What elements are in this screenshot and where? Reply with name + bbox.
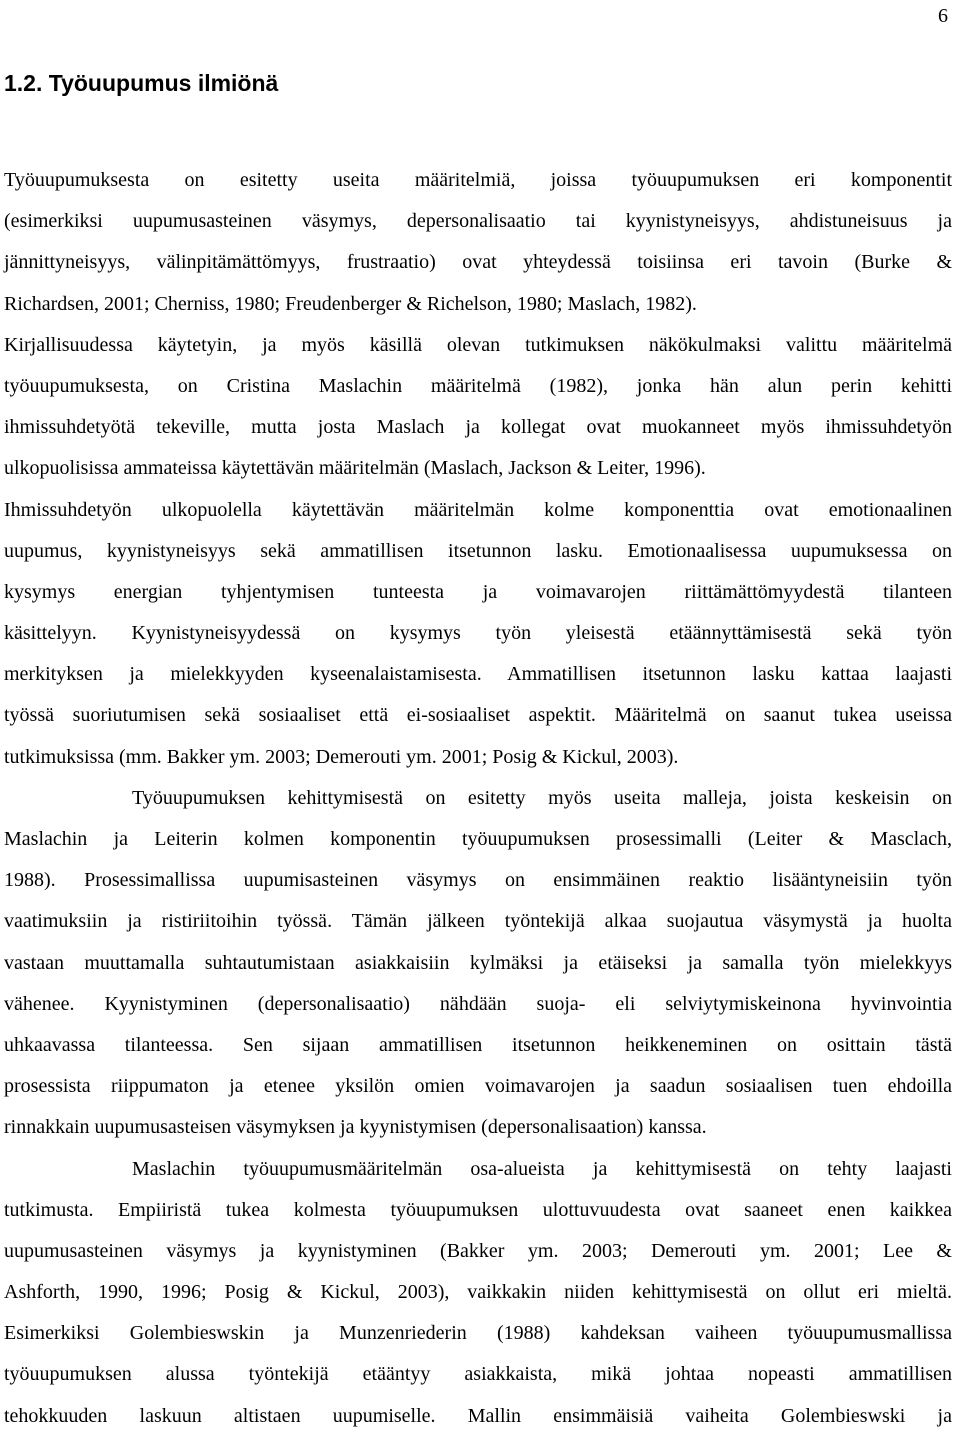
text-line: tehokkuuden laskuun altistaen uupumiselle. Mallin ensimmäisiä vaiheita Golembieswski ja [4, 1404, 952, 1427]
text-line: kysymys energian tyhjentymisen tunteesta ja voimavarojen riittämättömyydestä tilanteen [4, 580, 952, 603]
text-line: 1988). Prosessimallissa uupumisasteinen väsymys on ensimmäinen reaktio lisääntyneisiin työn [4, 869, 952, 892]
text-line: prosessista riippumaton ja etenee yksilön omien voimavarojen ja saadun sosiaalisen tuen ehdoilla [4, 1075, 952, 1098]
text-line: käsittelyyn. Kyynistyneisyydessä on kysymys työn yleisestä etäännyttämisestä sekä työn [4, 622, 952, 645]
text-line: vähenee. Kyynistyminen (depersonalisaatio) nähdään suoja- eli selviytymiskeinona hyvinvointia [4, 992, 952, 1015]
text-line: uupumus, kyynistyneisyys sekä ammatillisen itsetunnon lasku. Emotionaalisessa uupumuksessa on [4, 539, 952, 562]
text-line: tutkimusta. Empiiristä tukea kolmesta työuupumuksen ulottuvuudesta ovat saaneet enen kaikkea [4, 1198, 952, 1221]
text-line: uupumusasteinen väsymys ja kyynistyminen (Bakker ym. 2003; Demerouti ym. 2001; Lee & [4, 1239, 952, 1262]
text-line: tutkimuksissa (mm. Bakker ym. 2003; Demerouti ym. 2001; Posig & Kickul, 2003). [4, 745, 679, 768]
text-line: työuupumuksen alussa työntekijä etääntyy asiakkaista, mikä johtaa nopeasti ammatillisen [4, 1363, 952, 1386]
section-heading: 1.2. Työuupumus ilmiönä [4, 70, 279, 96]
text-line: merkityksen ja mielekkyyden kyseenalaistamisesta. Ammatillisen itsetunnon lasku kattaa laajasti [4, 663, 952, 686]
text-line: rinnakkain uupumusasteisen väsymyksen ja kyynistymisen (depersonalisaation) kanssa. [4, 1116, 707, 1139]
text-line: Työuupumuksesta on esitetty useita määritelmiä, joissa työuupumuksen eri komponentit [4, 169, 952, 191]
text-line: Richardsen, 2001; Cherniss, 1980; Freudenberger & Richelson, 1980; Maslach, 1982). [4, 292, 697, 315]
text-line: Maslachin työuupumusmääritelmän osa-alueista ja kehittymisestä on tehty laajasti [132, 1157, 952, 1180]
body-text [4, 160, 952, 1437]
text-line: Kirjallisuudessa käytetyin, ja myös käsillä olevan tutkimuksen näkökulmaksi valittu määritelmä [4, 333, 952, 356]
text-line: vaatimuksiin ja ristiriitoihin työssä. Tämän jälkeen työntekijä alkaa suojautua väsymystä ja huolta [4, 910, 952, 933]
text-line: Maslachin ja Leiterin kolmen komponentin työuupumuksen prosessimalli (Leiter & Masclach, [4, 828, 952, 850]
text-line: ihmissuhdetyötä tekeville, mutta josta Maslach ja kollegat ovat muokanneet myös ihmissuhdetyön [4, 416, 952, 439]
text-line: Ihmissuhdetyön ulkopuolella käytettävän määritelmän kolme komponenttia ovat emotionaalinen [4, 498, 952, 521]
text-line: ulkopuolisissa ammateissa käytettävän määritelmän (Maslach, Jackson & Leiter, 1996). [4, 457, 706, 480]
text-line: Työuupumuksen kehittymisestä on esitetty myös useita malleja, joista keskeisin on [132, 786, 952, 809]
text-line: työssä suoriutumisen sekä sosiaaliset että ei-sosiaaliset aspektit. Määritelmä on saanut tukea useissa [4, 704, 952, 727]
text-line: jännittyneisyys, välinpitämättömyys, frustraatio) ovat yhteydessä toisiinsa eri tavoin (Burke & [4, 251, 952, 274]
text-line: uhkaavassa tilanteessa. Sen sijaan ammatillisen itsetunnon heikkeneminen on osittain tästä [4, 1033, 952, 1056]
text-line: vastaan muuttamalla suhtautumistaan asiakkaisiin kylmäksi ja etäiseksi ja samalla työn mielekkyys [4, 951, 952, 974]
text-line: työuupumuksesta, on Cristina Maslachin määritelmä (1982), jonka hän alun perin kehitti [4, 374, 952, 397]
text-line: Esimerkiksi Golembieswskin ja Munzenriederin (1988) kahdeksan vaiheen työuupumusmallissa [4, 1322, 952, 1345]
text-line: (esimerkiksi uupumusasteinen väsymys, depersonalisaatio tai kyynistyneisyys, ahdistuneisuus ja [4, 210, 952, 233]
page-number: 6 [938, 5, 948, 27]
text-line: Ashforth, 1990, 1996; Posig & Kickul, 2003), vaikkakin niiden kehittymisestä on ollut eri mieltä. [4, 1281, 952, 1304]
